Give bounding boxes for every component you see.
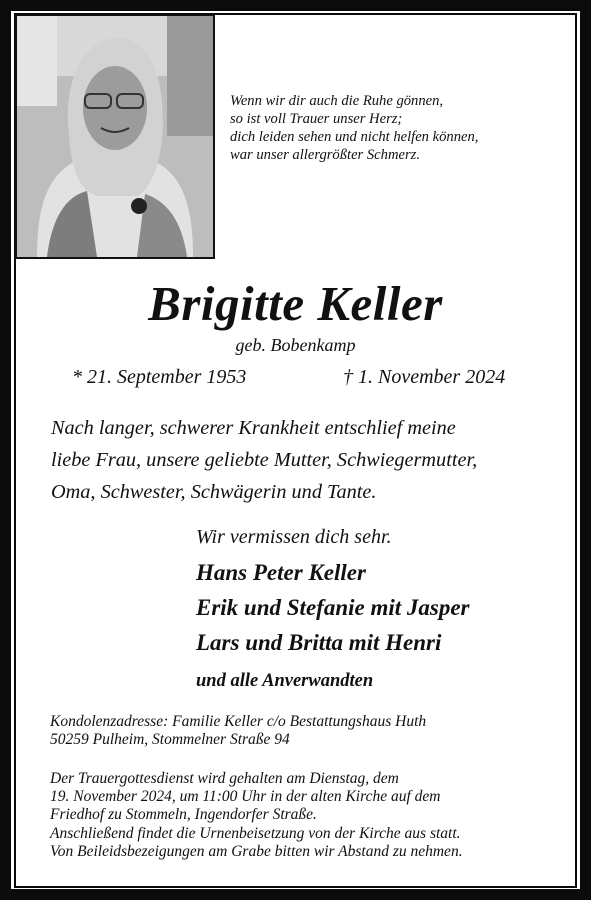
portrait-image [17,16,213,257]
poem-line: dich leiden sehen und nicht helfen können, [230,129,479,145]
mourners-intro: Wir vermissen dich sehr. [196,526,392,548]
announcement-line: liebe Frau, unsere geliebte Mutter, Schwiegermutter, [51,449,478,471]
mourner-name: Erik und Stefanie mit Jasper [196,595,470,620]
condolence-line: Kondolenzadresse: Familie Keller c/o Bestattungshaus Huth [50,713,427,730]
maiden-name: geb. Bobenkamp [235,335,356,355]
service-line: Der Trauergottesdienst wird gehalten am Dienstag, dem [50,770,399,787]
poem-line: so ist voll Trauer unser Herz; [230,111,403,127]
relatives-line: und alle Anverwandten [196,671,374,691]
service-line: Von Beileidsbezeigungen am Grabe bitten wir Abstand zu nehmen. [50,842,463,860]
condolence-address [50,713,426,749]
poem-line: war unser allergrößter Schmerz. [230,147,420,163]
mourner-name: Lars und Britta mit Henri [196,630,442,655]
condolence-line: 50259 Pulheim, Stommelner Straße 94 [50,731,290,749]
service-line: 19. November 2024, um 11:00 Uhr in der alten Kirche auf dem [50,788,441,806]
birth-date: * 21. September 1953 [72,366,247,388]
death-date: † 1. November 2024 [343,366,506,388]
poem [230,92,560,164]
service-line: Anschließend findet die Urnenbeisetzung von der Kirche aus statt. [50,824,461,842]
poem-line: Wenn wir dir auch die Ruhe gönnen, [230,93,444,109]
service-info [50,770,463,861]
announcement-line: Oma, Schwester, Schwägerin und Tante. [51,481,377,503]
announcement [51,412,477,508]
deceased-name: Brigitte Keller [148,276,443,331]
announcement-line: Nach langer, schwerer Krankheit entschlief meine [51,417,456,439]
service-line: Friedhof zu Stommeln, Ingendorfer Straße. [50,806,317,824]
mourner-name: Hans Peter Keller [196,560,366,585]
portrait-photo [15,14,215,259]
